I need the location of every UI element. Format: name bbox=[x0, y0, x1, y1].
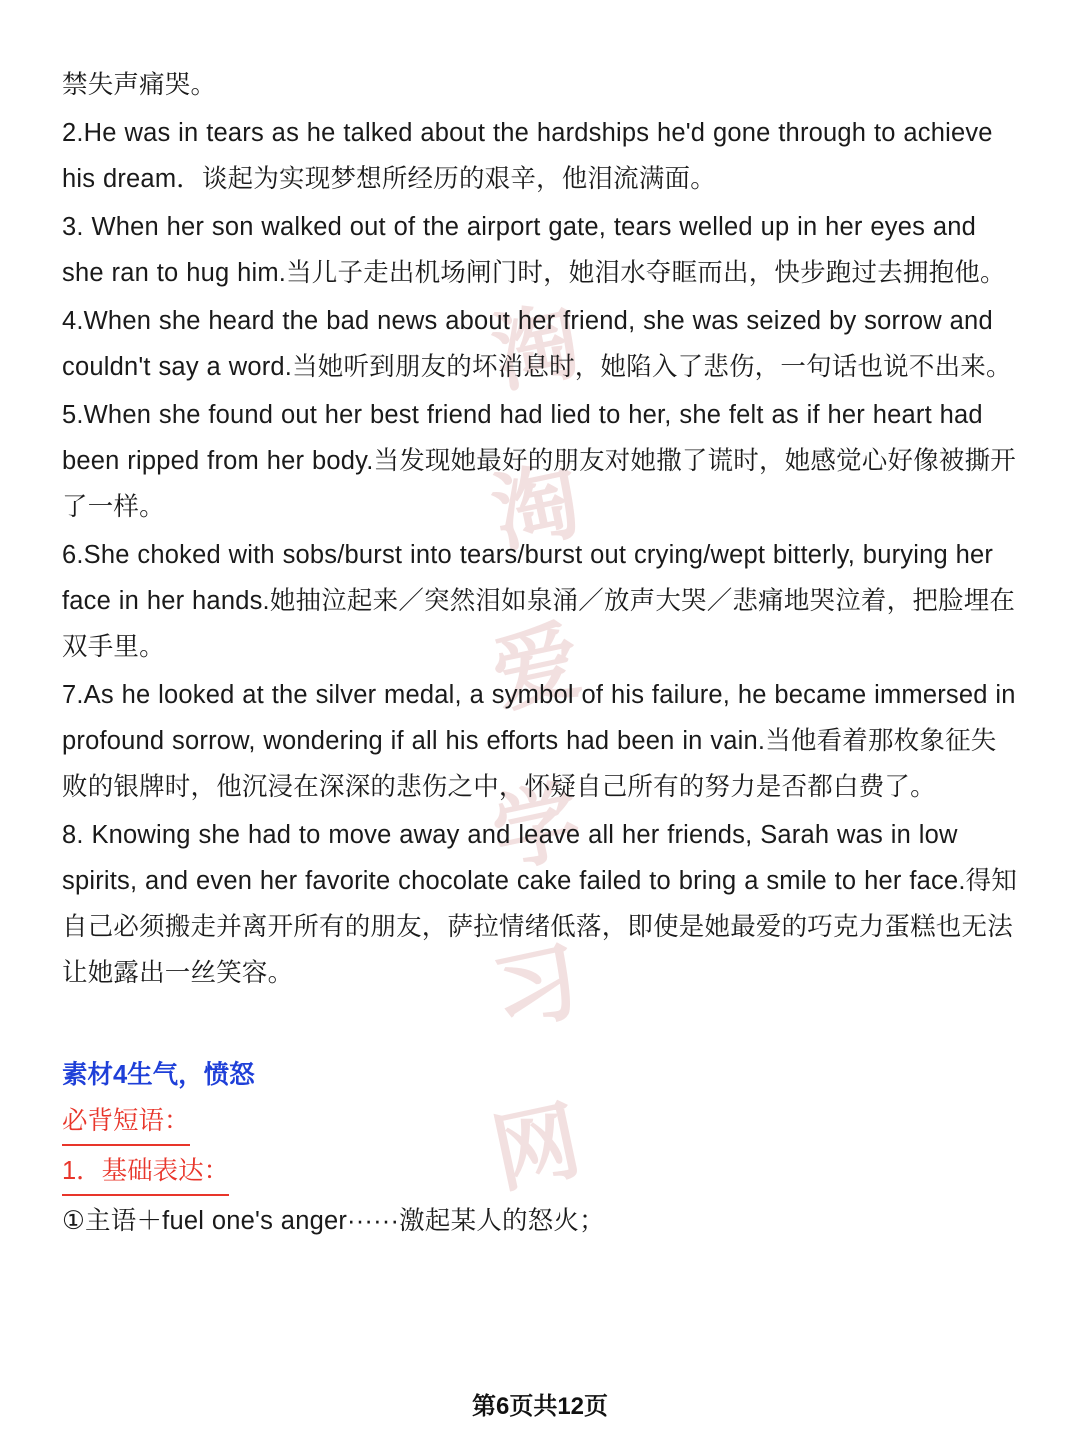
subheading-2-wrap bbox=[62, 1148, 1018, 1198]
body-line: 6.She choked with sobs/burst into tears/burst out crying/wept bitterly, burying her face in her hands.她抽泣起来／突然泪如泉涌／放声大哭／悲痛地哭泣着，把脸埋在双手里。 bbox=[62, 541, 1016, 661]
watermark-char: 学 bbox=[484, 768, 592, 886]
watermark-char: 网 bbox=[484, 1088, 592, 1206]
watermark-char: 爱 bbox=[484, 608, 592, 726]
body-line: 2.He was in tears as he talked about the hardships he'd gone through to achieve his dream．谈起为实现梦想所经历的艰辛，他泪流满面。 bbox=[62, 119, 993, 193]
body-line: 5.When she found out her best friend had lied to her, she felt as if her heart had been ripped from her body.当发现她最好的朋友对她撒了谎时，她感觉心好像被撕开了一样。 bbox=[62, 401, 1016, 521]
section-heading: 素材4生气，愤怒 bbox=[62, 1061, 255, 1089]
subheading-2: 1．基础表达： bbox=[62, 1148, 229, 1196]
body-line: 3. When her son walked out of the airport gate, tears welled up in her eyes and she ran to hug him.当儿子走出机场闸门时，她泪水夺眶而出，快步跑过去拥抱他。 bbox=[62, 213, 1006, 287]
phrase-line: ①主语＋fuel one's anger······激起某人的怒火； bbox=[62, 1207, 605, 1235]
body-line: 4.When she heard the bad news about her friend, she was seized by sorrow and couldn't say a word.当她听到朋友的坏消息时，她陷入了悲伤，一句话也说不出来。 bbox=[62, 307, 1012, 381]
page-footer: 第6页共12页 bbox=[471, 1393, 609, 1420]
subheading-1: 必背短语： bbox=[62, 1098, 190, 1146]
section-spacer bbox=[62, 998, 1018, 1052]
body-line: 7.As he looked at the silver medal, a symbol of his failure, he became immersed in profound sorrow, wondering if all his efforts had been in vain.当他看着那枚象征失败的银牌时，他沉浸在深深的悲伤之中，怀疑自己所有的努力是否都白费了。 bbox=[62, 681, 1016, 801]
body-line: 禁失声痛哭。 bbox=[62, 71, 217, 99]
watermark-char: 淘 bbox=[484, 448, 592, 566]
document-body bbox=[62, 62, 1018, 1244]
body-line: 8. Knowing she had to move away and leave all her friends, Sarah was in low spirits, and even her favorite chocolate cake failed to bring a smile to her face.得知自己必须搬走并离开所有的朋友，萨拉情绪低落，即使是她最爱的巧克力蛋糕也无法让她露出一丝笑容。 bbox=[62, 821, 1018, 987]
watermark-char: 淘 bbox=[484, 288, 592, 406]
watermark-char: 习 bbox=[484, 928, 592, 1046]
subheading-1-wrap bbox=[62, 1098, 1018, 1148]
